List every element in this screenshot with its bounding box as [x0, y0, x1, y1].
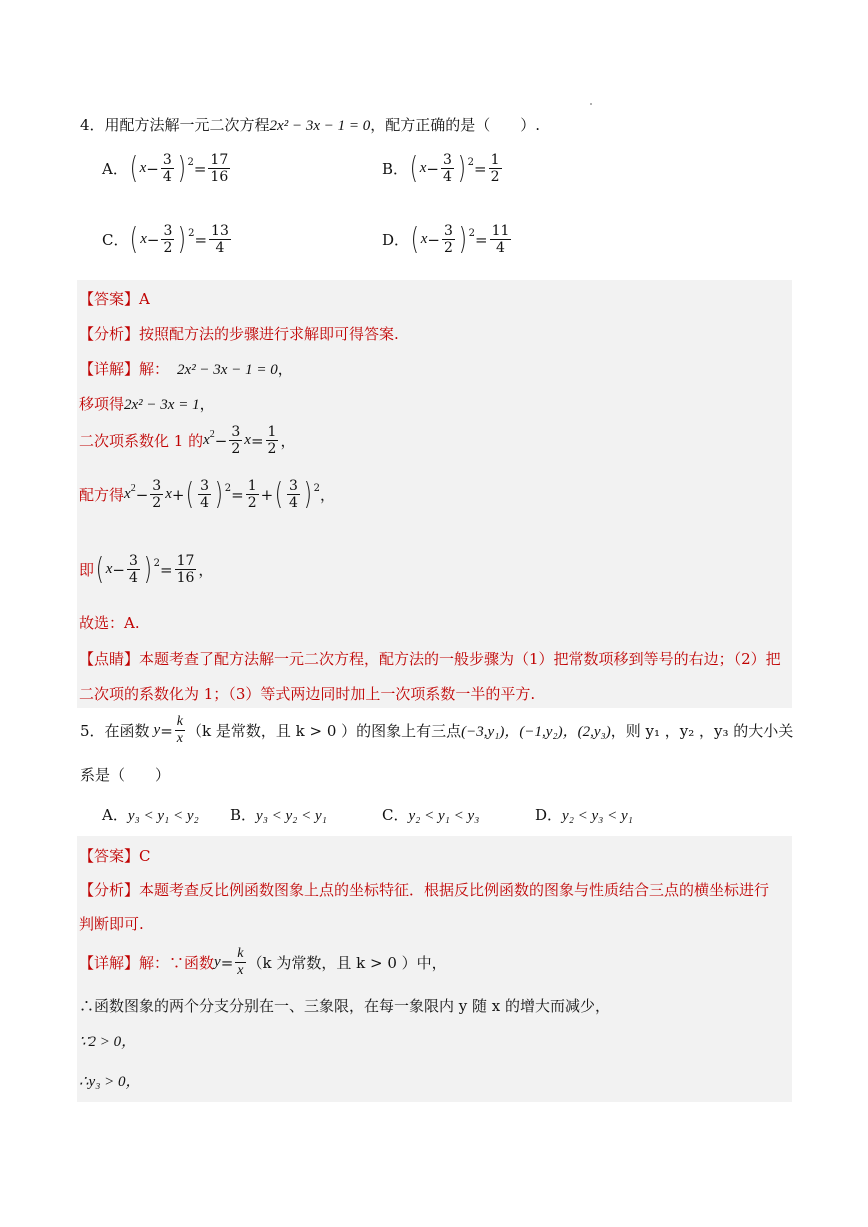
q4-step-normalize: 二次项系数化 1 的 $x^2$ − $\frac{3}{2}$ x = $\frac{1}{2}$ ，: [79, 424, 296, 457]
q4-option-a: A． ( x − $\frac{3}{4}$ ) 2 = $\frac{17}{16}$: [102, 150, 229, 186]
fraction-denominator: 2: [490, 169, 500, 185]
q4-conclusion: 故选：A.: [79, 614, 140, 632]
comment-tag: 【点睛】: [79, 650, 140, 668]
q5-option-b: [230, 804, 327, 825]
q4-comment-line1: [79, 648, 781, 669]
step-text: 移项得: [79, 395, 125, 413]
step-equation: 2x² − 3x = 1: [124, 397, 200, 413]
q4-detail: [79, 358, 293, 379]
step-text: 即: [79, 561, 95, 579]
q5-option-a: [102, 804, 199, 825]
fraction-denominator: 2: [444, 240, 453, 256]
comment-text: 本题考查了配方法解一元二次方程，配方法的一般步骤为（1）把常数项移到等号的右边；（2）把: [139, 650, 781, 668]
page-mark: [590, 103, 592, 105]
fraction-denominator: 4: [215, 240, 225, 256]
detail-lead: 解：: [139, 360, 170, 378]
q4-answer: 【答案】A: [79, 290, 150, 308]
fraction-denominator: 4: [443, 169, 452, 185]
analysis-text: 按照配方法的步骤进行求解即可得答案.: [139, 325, 399, 343]
q5-stem-points: (−3,y₁)，(−1,y₂)，(2,y₃): [461, 724, 611, 740]
q5-detail: 【详解】 解：∵函数 y = $\frac{k}{x}$ （k 为常数，且 k > 0 ）中，: [79, 946, 447, 978]
q4-stem-equation: 2x² − 3x − 1 = 0: [269, 118, 371, 134]
q5-stem-line2: 系是（ ）: [80, 766, 171, 784]
q5-stem: 5．在函数 y = $\frac{k}{x}$ （k 是常数，且 k > 0 ）的图象上有三点 (−3,y₁)，(−1,y₂)，(2,y₃) ，则 y₁ ，y₂ ，y₃ 的大小关: [80, 714, 794, 746]
detail-tag: 【详解】: [79, 360, 140, 378]
fraction-denominator: 2: [163, 240, 173, 256]
detail-equation: 2x² − 3x − 1 = 0: [177, 362, 278, 378]
q5-analysis-line1: [79, 879, 769, 900]
fraction-denominator: 16: [210, 169, 229, 185]
detail-lead: 解：∵函数: [139, 954, 215, 972]
q4-stem-suffix: ，配方正确的是（ ）.: [370, 116, 541, 134]
fraction-numerator: 3: [163, 223, 173, 239]
q5-analysis-line2: 判断即可.: [79, 915, 144, 933]
analysis-tag: 【分析】: [79, 881, 140, 899]
q4-comment-line2: 二次项的系数化为 1；（3）等式两边同时加上一次项系数一半的平方.: [79, 685, 536, 703]
q4-option-d: D． ( x − $\frac{3}{2}$ ) 2 = $\frac{11}{4}$: [382, 221, 510, 257]
q4-stem: [80, 114, 540, 135]
option-label: C．: [382, 806, 409, 824]
analysis-text: 本题考查反比例函数图象上点的坐标特征．根据反比例函数的图象与性质结合三点的横坐标进行: [139, 881, 770, 899]
option-expression: y₃ < y₁ < y₂: [127, 808, 199, 824]
option-label: A．: [102, 806, 128, 824]
q5-stem-mid: （k 是常数，且 k > 0 ）的图象上有三点: [187, 722, 462, 740]
option-expression: y₂ < y₃ < y₁: [562, 808, 633, 824]
q5-answer: 【答案】C: [79, 847, 151, 865]
fraction-numerator: 3: [444, 223, 453, 239]
fraction-numerator: 3: [443, 152, 452, 168]
comma: ，: [277, 360, 293, 378]
step-text: 二次项系数化 1 的: [79, 432, 204, 450]
q5-stem-suffix: ，则 y₁ ，y₂ ，y₃ 的大小关: [610, 722, 794, 740]
option-label: D．: [535, 806, 563, 824]
q4-step-complete-square: 配方得 $x^2$ − $\frac{3}{2}$ x + ( $\frac{3}{4}$ ) 2 = $\frac{1}{2}$ + ( $\frac{3}{4}$ ) 2 ，: [79, 476, 335, 512]
option-expression: y₃ < y₂ < y₁: [256, 808, 327, 824]
option-label: C．: [102, 231, 129, 249]
q5-stem-prefix: 5．在函数: [80, 722, 150, 740]
fraction-numerator: 1: [490, 152, 500, 168]
option-label: B．: [382, 160, 409, 178]
fraction-numerator: 3: [162, 152, 172, 168]
fraction-denominator: 4: [496, 240, 505, 256]
fraction-numerator: 13: [211, 223, 229, 239]
q4-step-transpose: 移项得2x² − 3x = 1，: [79, 395, 215, 413]
q4-analysis: [79, 323, 399, 344]
detail-mid: （k 为常数，且 k > 0 ）中，: [247, 954, 447, 972]
q4-stem-prefix: 4．用配方法解一元二次方程: [80, 116, 270, 134]
q5-option-d: [535, 804, 633, 825]
q4-option-b: B． ( x − $\frac{3}{4}$ ) 2 = $\frac{1}{2}$: [382, 150, 500, 186]
option-expression: y₂ < y₁ < y₃: [408, 808, 480, 824]
q4-option-c: C． ( x − $\frac{3}{2}$ ) 2 = $\frac{13}{4}$: [102, 221, 229, 257]
q4-step-result: 即 ( x − $\frac{3}{4}$ ) 2 = $\frac{17}{16}$ ，: [79, 551, 214, 587]
fraction-denominator: 4: [162, 169, 172, 185]
fraction-numerator: 17: [210, 152, 229, 168]
q5-line-a: ∴函数图象的两个分支分别在一、三象限，在每一象限内 y 随 x 的增大而减少，: [79, 997, 611, 1015]
option-label: B．: [230, 806, 257, 824]
option-label: A．: [102, 160, 128, 178]
q5-line-c: ∴y₃ > 0，: [79, 1074, 141, 1090]
option-label: D．: [382, 231, 410, 249]
fraction-numerator: 11: [491, 223, 510, 239]
detail-tag: 【详解】: [79, 954, 140, 972]
q5-line-b: ∵2 > 0，: [79, 1034, 137, 1050]
analysis-tag: 【分析】: [79, 325, 140, 343]
q5-option-c: [382, 804, 479, 825]
step-text: 配方得: [79, 486, 125, 504]
